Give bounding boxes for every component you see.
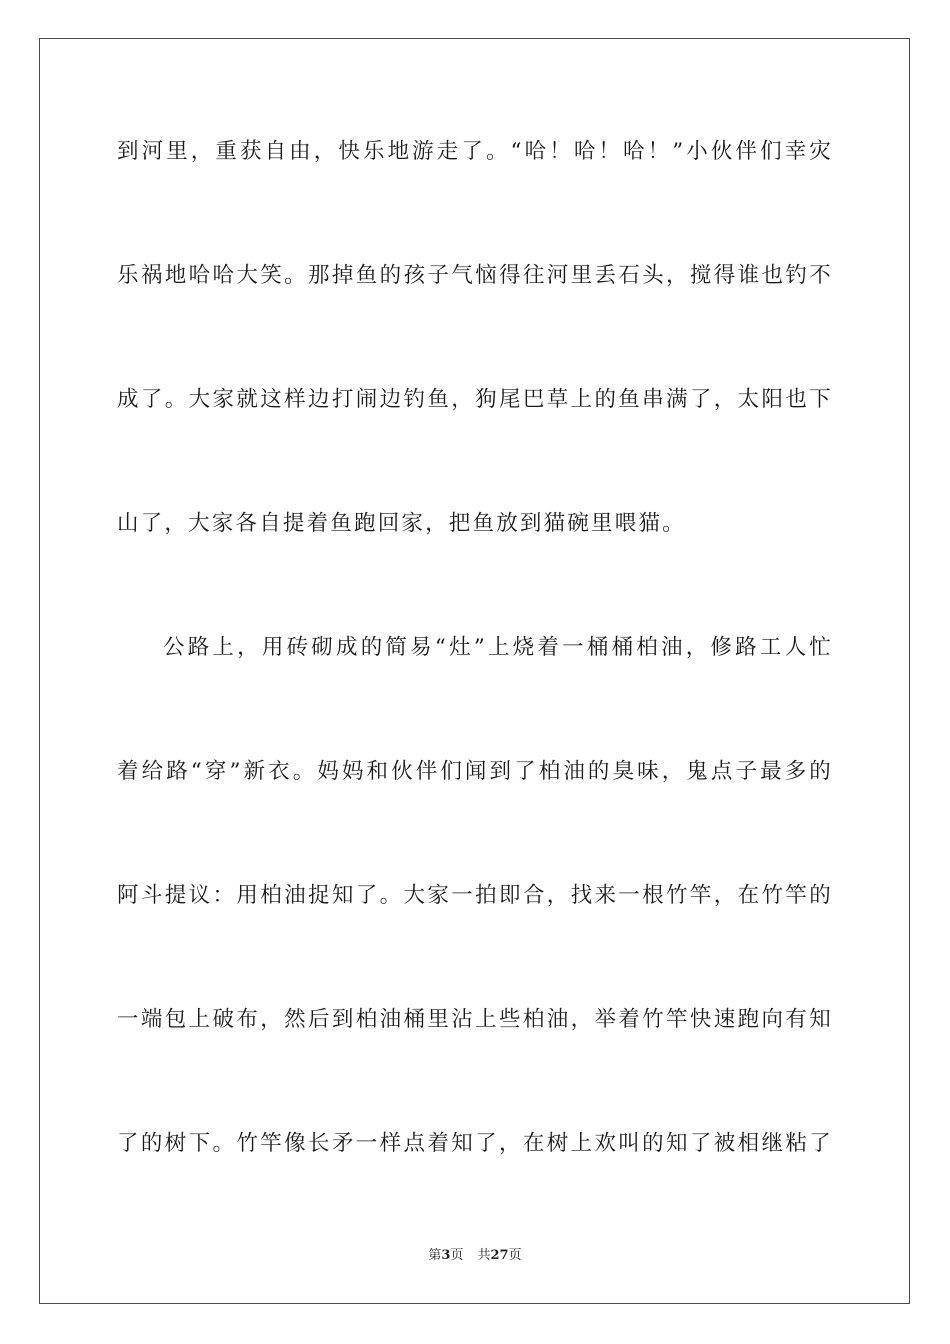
total-prefix: 共 xyxy=(477,1248,491,1263)
paragraph-line-3: 成了。大家就这样边打闹边钓鱼，狗尾巴草上的鱼串满了，太阳也下 xyxy=(117,387,833,412)
page-border xyxy=(39,38,910,1304)
page-suffix: 页 xyxy=(450,1248,464,1263)
paragraph-line-8: 一端包上破布，然后到柏油桶里沾上些柏油，举着竹竿快速跑向有知 xyxy=(117,1007,833,1032)
paragraph-line-6: 着给路“穿”新衣。妈妈和伙伴们闻到了柏油的臭味，鬼点子最多的 xyxy=(117,759,833,784)
paragraph-line-4: 山了，大家各自提着鱼跑回家，把鱼放到猫碗里喂猫。 xyxy=(117,511,686,536)
total-suffix: 页 xyxy=(508,1248,522,1263)
paragraph-line-7: 阿斗提议：用柏油捉知了。大家一拍即合，找来一根竹竿，在竹竿的 xyxy=(117,883,833,908)
page-number: 3 xyxy=(441,1248,451,1263)
total-pages: 27 xyxy=(490,1248,509,1263)
paragraph-line-9: 了的树下。竹竿像长矛一样点着知了，在树上欢叫的知了被相继粘了 xyxy=(117,1131,833,1156)
paragraph-line-1: 到河里，重获自由，快乐地游走了。“哈！哈！哈！”小伙伴们幸灾 xyxy=(117,139,833,164)
paragraph-line-5: 公路上，用砖砌成的简易“灶”上烧着一桶桶柏油，修路工人忙 xyxy=(163,635,833,660)
page-prefix: 第 xyxy=(428,1248,442,1263)
page-footer xyxy=(0,1247,950,1265)
paragraph-line-2: 乐祸地哈哈大笑。那掉鱼的孩子气恼得往河里丢石头，搅得谁也钓不 xyxy=(117,263,833,288)
